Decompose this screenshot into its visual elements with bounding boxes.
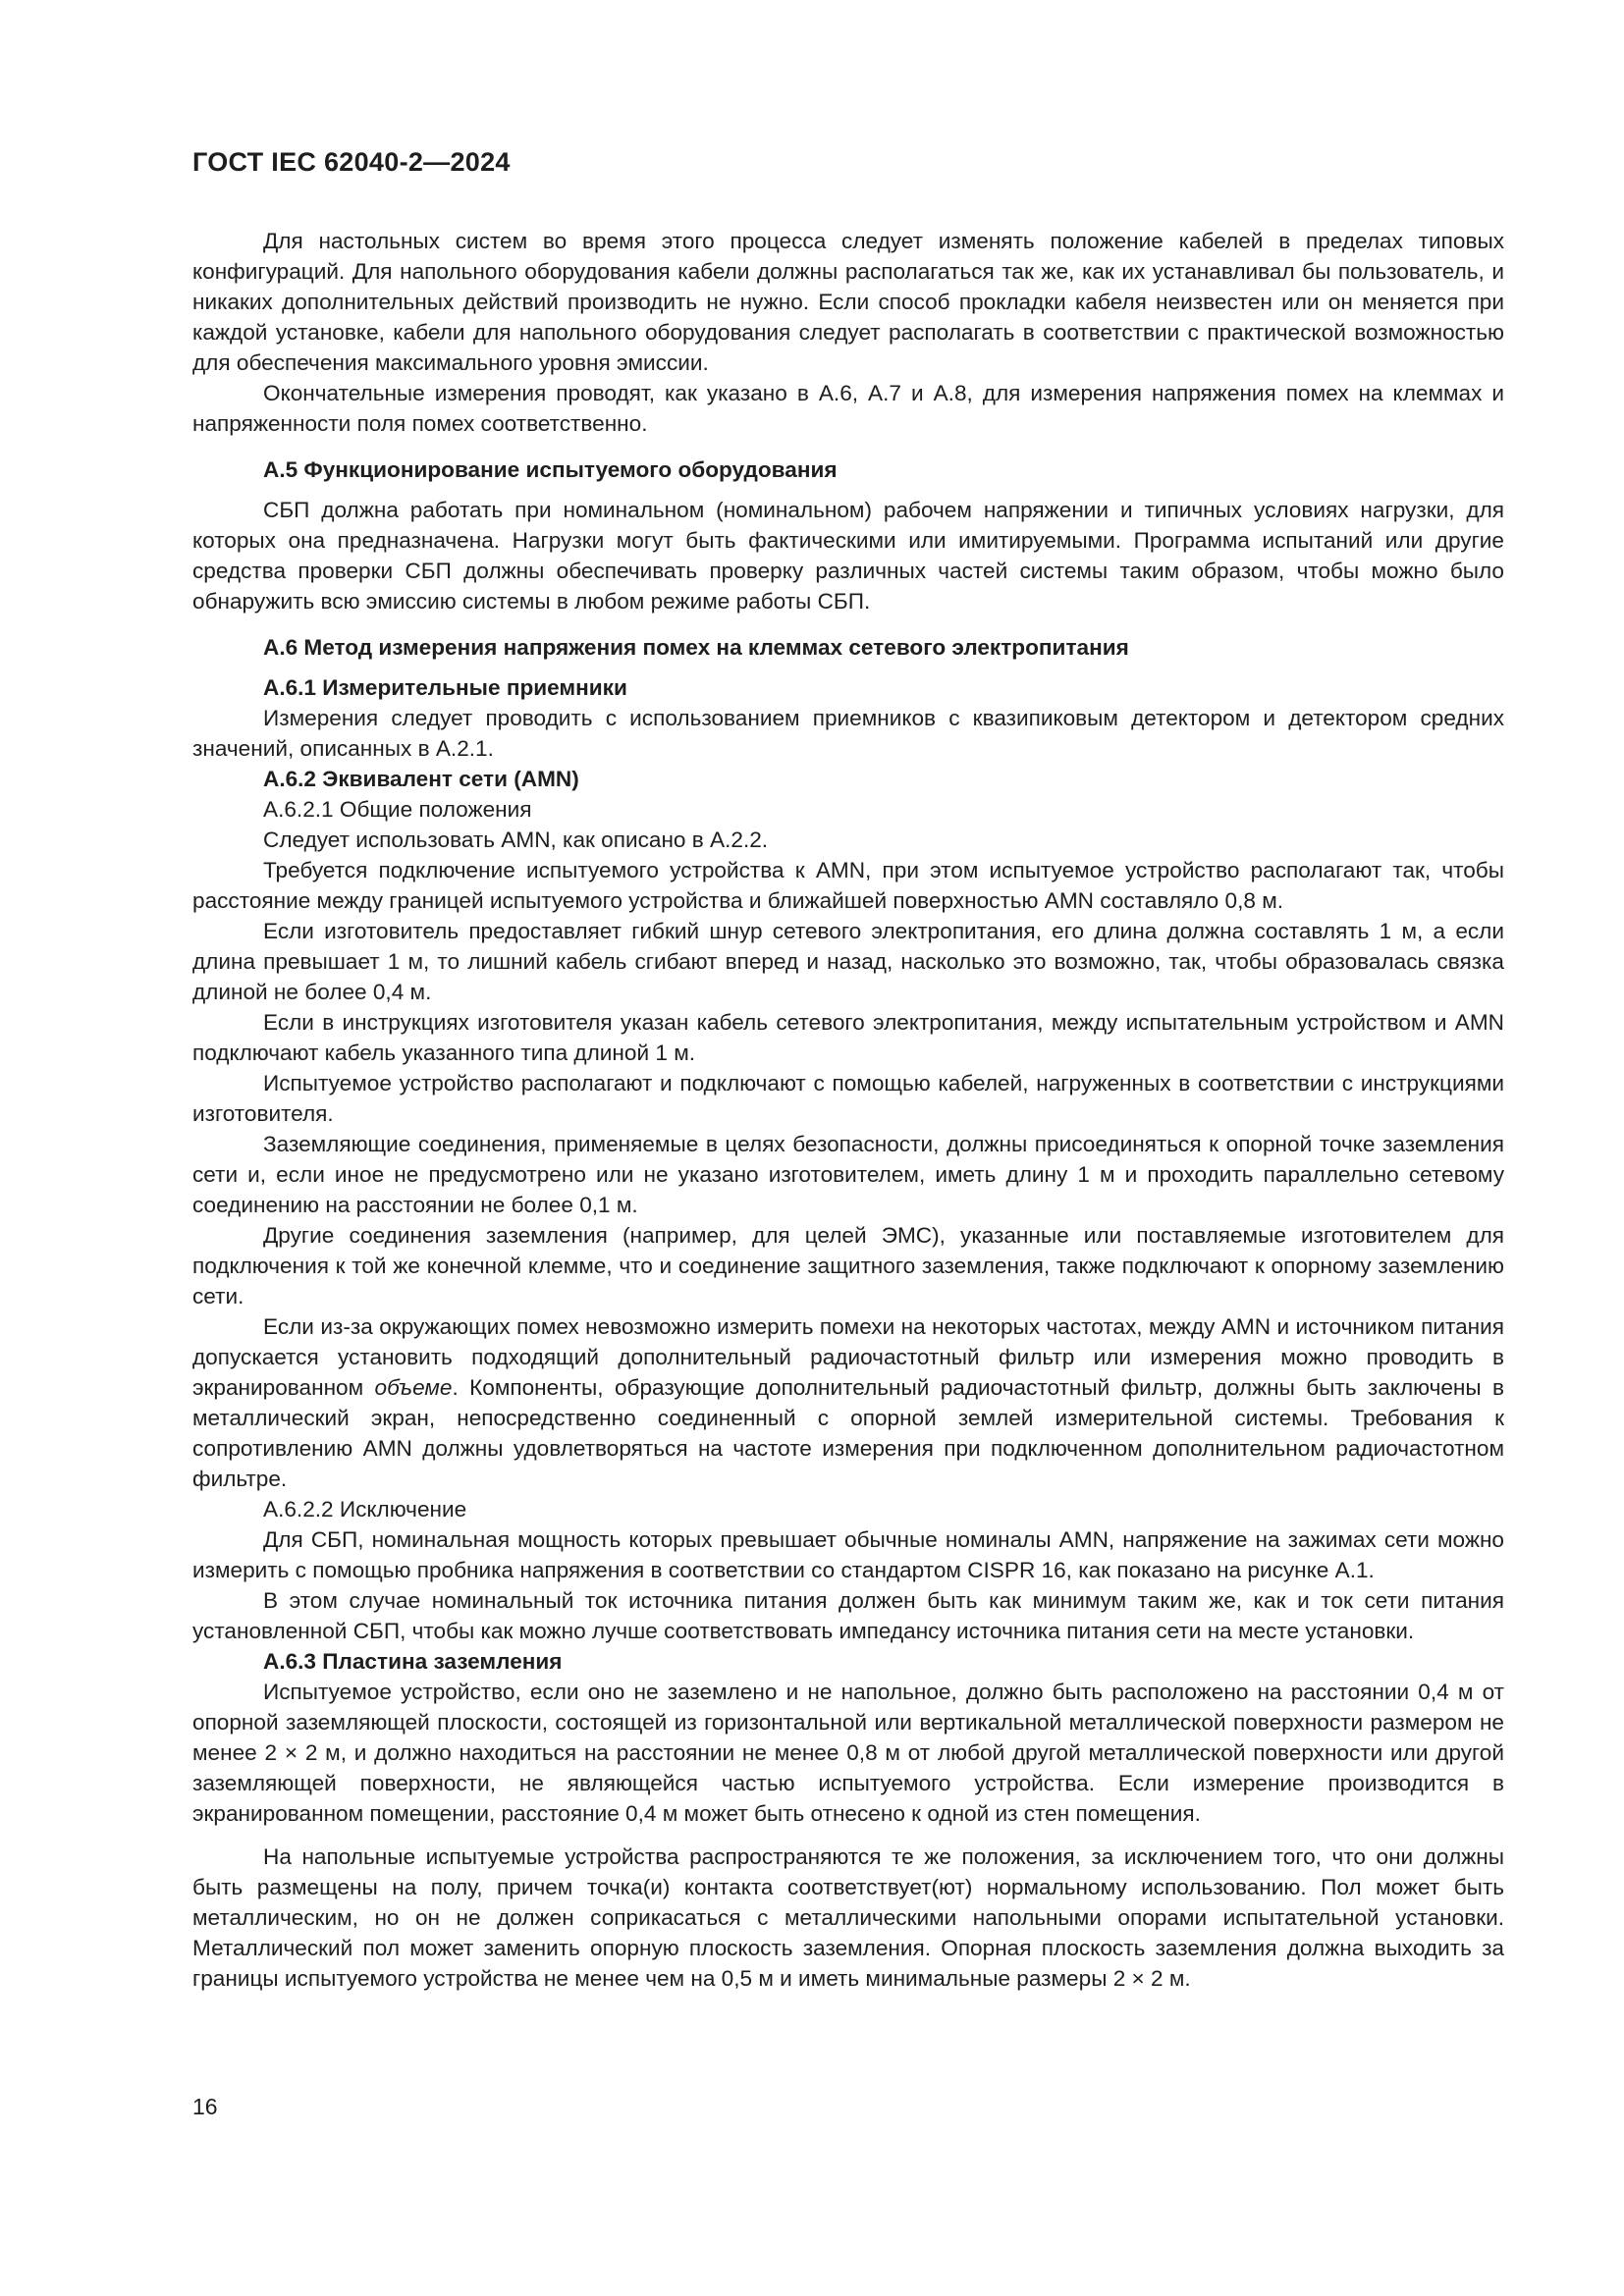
clause-heading-a6-2-1: А.6.2.1 Общие положения [263,797,532,822]
paragraph: Измерения следует проводить с использованием приемников с квазипиковым детектором и детектором средних значений, описанных в А.2.1. [192,706,1504,761]
subsection-heading-a6-1: А.6.1 Измерительные приемники [263,675,627,700]
paragraph: Если изготовитель предоставляет гибкий шнур сетевого электропитания, его длина должна составлять 1 м, а если длина превышает 1 м, то лишний кабель сгибают вперед и назад, насколько это возможно, так, чтобы образовалась связка длиной не более 0,4 м. [192,919,1504,1004]
document-header: ГОСТ IEC 62040-2—2024 [192,147,511,177]
clause-heading-a6-2-2: А.6.2.2 Исключение [263,1497,467,1522]
paragraph: СБП должна работать при номинальном (номинальном) рабочем напряжении и типичных условиях нагрузки, для которых она предназначена. Нагрузки могут быть фактическими или имитируемыми. Программа испытаний или другие средства проверки СБП должны обеспечивать проверку различных частей системы таким образом, чтобы можно было обнаружить всю эмиссию системы в любом режиме работы СБП. [192,498,1504,614]
text-run: Если из-за окружающих помех невозможно измерить помехи на некоторых частотах, между AMN и источником питания допускается установить подходящий дополнительный радиочастотный фильтр или измерения можно проводить в экранированном [192,1314,1504,1400]
paragraph: Окончательные измерения проводят, как указано в А.6, А.7 и А.8, для измерения напряжения помех на клеммах и напряженности поля помех соответственно. [192,381,1504,436]
subsection-heading-a6-3: А.6.3 Пластина заземления [263,1649,563,1674]
paragraph: Следует использовать AMN, как описано в А.2.2. [263,828,769,852]
paragraph: Для СБП, номинальная мощность которых превышает обычные номиналы AMN, напряжение на зажимах сети можно измерить с помощью пробника напряжения в соответствии со стандартом CISPR 16, как показано на рисунке А.1. [192,1527,1504,1582]
document-body [192,226,1504,1994]
paragraph: Другие соединения заземления (например, для целей ЭМС), указанные или поставляемые изготовителем для подключения к той же конечной клемме, что и соединение защитного заземления, также подключают к опорному заземлению сети. [192,1223,1504,1308]
paragraph: Требуется подключение испытуемого устройства к AMN, при этом испытуемое устройство располагают так, чтобы расстояние между границей испытуемого устройства и ближайшей поверхностью AMN составляло 0,8 м. [192,858,1504,913]
text-run: . Компоненты, образующие дополнительный радиочастотный фильтр, должны быть заключены в металлический экран, непосредственно соединенный с опорной землей измерительной системы. Требования к сопротивлению AMN должны удовлетворяться на частоте измерения при подключенном дополнительном радиочастотном фильтре. [192,1375,1505,1491]
emphasis-text: объеме [374,1375,453,1400]
paragraph: Испытуемое устройство располагают и подключают с помощью кабелей, нагруженных в соответствии с инструкциями изготовителя. [192,1071,1504,1126]
paragraph: Если в инструкциях изготовителя указан кабель сетевого электропитания, между испытательным устройством и AMN подключают кабель указанного типа длиной 1 м. [192,1010,1504,1065]
section-heading-a6: А.6 Метод измерения напряжения помех на клеммах сетевого электропитания [263,635,1129,660]
paragraph: Испытуемое устройство, если оно не заземлено и не напольное, должно быть расположено на расстоянии 0,4 м от опорной заземляющей плоскости, состоящей из горизонтальной или вертикальной металлической поверхности размером не менее 2 × 2 м, и должно находиться на расстоянии не менее 0,8 м от любой другой металлической поверхности или другой заземляющей поверхности, не являющейся частью испытуемого устройства. Если измерение производится в экранированном помещении, расстояние 0,4 м может быть отнесено к одной из стен помещения. [192,1680,1504,1826]
paragraph: Заземляющие соединения, применяемые в целях безопасности, должны присоединяться к опорной точке заземления сети и, если иное не предусмотрено или не указано изготовителем, иметь длину 1 м и проходить параллельно сетевому соединению на расстоянии не более 0,1 м. [192,1132,1504,1217]
paragraph [192,1311,1504,1494]
subsection-heading-a6-2: А.6.2 Эквивалент сети (AMN) [263,767,579,791]
page-number: 16 [192,2094,218,2119]
paragraph: На напольные испытуемые устройства распространяются те же положения, за исключением того, что они должны быть размещены на полу, причем точка(и) контакта соответствует(ют) нормальному использованию. Пол может быть металлическим, но он не должен соприкасаться с металлическими напольными опорами испытательной установки. Металлический пол может заменить опорную плоскость заземления. Опорная плоскость заземления должна выходить за границы испытуемого устройства не менее чем на 0,5 м и иметь минимальные размеры 2 × 2 м. [192,1844,1504,1991]
paragraph: Для настольных систем во время этого процесса следует изменять положение кабелей в пределах типовых конфигураций. Для напольного оборудования кабели должны располагаться так же, как их устанавливал бы пользователь, и никаких дополнительных действий производить не нужно. Если способ прокладки кабеля неизвестен или он меняется при каждой установке, кабели для напольного оборудования следует располагать в соответствии с практической возможностью для обеспечения максимального уровня эмиссии. [192,229,1504,375]
paragraph: В этом случае номинальный ток источника питания должен быть как минимум таким же, как и ток сети питания установленной СБП, чтобы как можно лучше соответствовать импедансу источника питания сети на месте установки. [192,1588,1504,1643]
section-heading-a5: А.5 Функционирование испытуемого оборудования [263,457,838,482]
